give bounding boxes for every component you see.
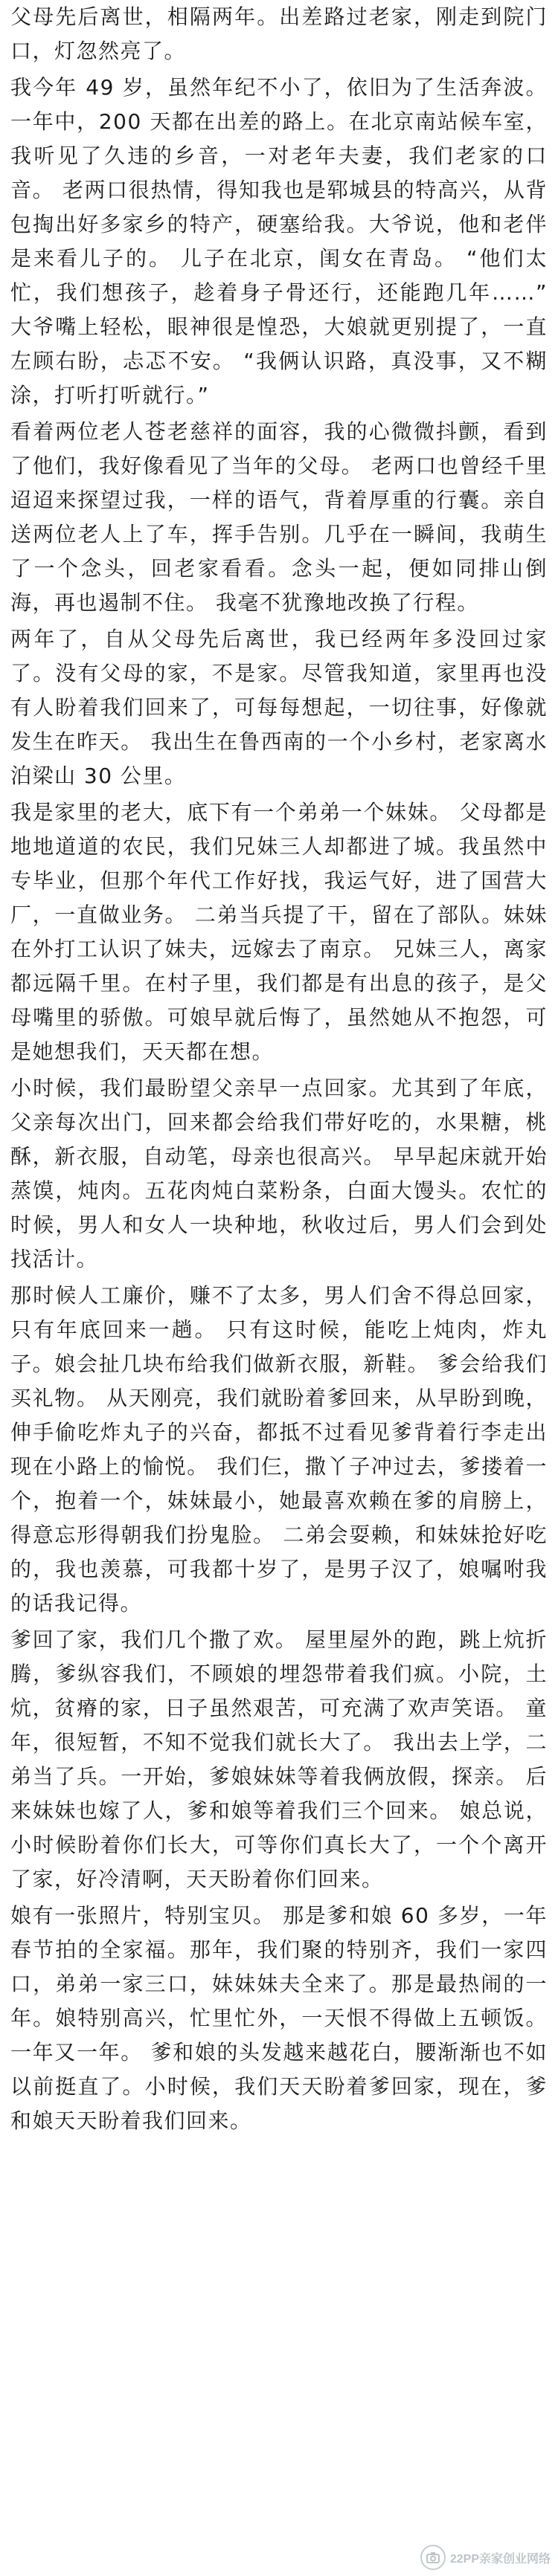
paragraph-3: 看着两位老人苍老慈祥的面容，我的心微微抖颤，看到了他们，我好像看见了当年的父母。 老两口也曾经千里迢迢来探望过我，一样的语气，背着厚重的行囊。亲自送两位老人上了车，挥手告别。几乎在一瞬间，我萌生了一个念头，回老家看看。念头一起，便如同排山倒海，再也遏制不住。 我毫不犹豫地改换了行程。 bbox=[10, 413, 548, 620]
article bbox=[10, 0, 548, 2138]
paragraph-2: 我今年 49 岁，虽然年纪不小了，依旧为了生活奔波。一年中，200 天都在出差的路上。在北京南站候车室，我听见了久违的乡音，一对老年夫妻，我们老家的口音。 老两口很热情，得知我也是郓城县的特高兴，从背包掏出好多家乡的特产，硬塞给我。大爷说，他和老伴是来看儿子的。 儿子在北京，闺女在青岛。 “他们太忙，我们想孩子，趁着身子骨还行，还能跑几年……” 大爷嘴上轻松，眼神很是惶恐，大娘就更别提了，一直左顾右盼，忐忑不安。 “我俩认识路，真没事，又不糊涂，打听打听就行。” bbox=[10, 68, 548, 413]
paragraph-1: 父母先后离世，相隔两年。出差路过老家，刚走到院门口，灯忽然亮了。 bbox=[10, 4, 548, 63]
paragraph-5: 我是家里的老大，底下有一个弟弟一个妹妹。 父母都是地地道道的农民，我们兄妹三人却都进了城。我虽然中专毕业，但那个年代工作好找，我运气好，进了国营大厂，一直做业务。 二弟当兵提了干，留在了部队。妹妹在外打工认识了妹夫，远嫁去了南京。 兄妹三人，离家都远隔千里。在村子里，我们都是有出息的孩子，是父母嘴里的骄傲。可娘早就后悔了，虽然她从不抱怨，可是她想我们，天天都在想。 bbox=[10, 793, 548, 1069]
paragraph-6: 小时候，我们最盼望父亲早一点回家。尤其到了年底，父亲每次出门，回来都会给我们带好吃的，水果糖，桃酥，新衣服，自动笔，母亲也很高兴。 早早起床就开始蒸馍，炖肉。五花肉炖白菜粉条，白面大馒头。农忙的时候，男人和女人一块种地，秋收过后，男人们会到处找活计。 bbox=[10, 1069, 548, 1276]
watermark bbox=[420, 2545, 551, 2570]
paragraph-7: 那时候人工廉价，赚不了太多，男人们舍不得总回家，只有年底回来一趟。 只有这时候，能吃上炖肉，炸丸子。娘会扯几块布给我们做新衣服，新鞋。 爹会给我们买礼物。 从天刚亮，我们就盼着爹回来，从早盼到晚，伸手偷吃炸丸子的兴奋，都抵不过看见爹背着行李走出现在小路上的愉悦。 我们仨，撒丫子冲过去，爹搂着一个，抱着一个，妹妹最小，她最喜欢赖在爹的肩膀上，得意忘形得朝我们扮鬼脸。 二弟会耍赖，和妹妹抢好吃的，我也羡慕，可我都十岁了，是男子汉了，娘嘱咐我的话我记得。 bbox=[10, 1276, 548, 1621]
paragraph-9: 娘有一张照片，特别宝贝。 那是爹和娘 60 多岁，一年春节拍的全家福。那年，我们聚的特别齐，我们一家四口，弟弟一家三口，妹妹妹夫全来了。那是最热闹的一年。娘特别高兴，忙里忙外，一天恨不得做上五顿饭。 一年又一年。 爹和娘的头发越来越花白，腰渐渐也不如以前挺直了。小时候，我们天天盼着爹回家，现在，爹和娘天天盼着我们回来。 bbox=[10, 1897, 548, 2138]
watermark-text: 22PP亲家创业网络 bbox=[449, 2552, 551, 2566]
camera-icon bbox=[420, 2545, 446, 2570]
paragraph-4: 两年了，自从父母先后离世，我已经两年多没回过家了。没有父母的家，不是家。尽管我知道，家里再也没有人盼着我们回来了，可每每想起，一切往事，好像就发生在昨天。 我出生在鲁西南的一个小乡村，老家离水泊梁山 30 公里。 bbox=[10, 620, 548, 793]
paragraph-8: 爹回了家，我们几个撒了欢。 屋里屋外的跑，跳上炕折腾，爹纵容我们，不顾娘的埋怨带着我们疯。小院，土炕，贫瘠的家，日子虽然艰苦，可充满了欢声笑语。 童年，很短暂，不知不觉我们就长大了。 我出去上学，二弟当了兵。一开始，爹娘妹妹等着我俩放假，探亲。 后来妹妹也嫁了人，爹和娘等着我们三个回来。 娘总说，小时候盼着你们长大，可等你们真长大了，一个个离开了家，好冷清啊，天天盼着你们回来。 bbox=[10, 1621, 548, 1897]
